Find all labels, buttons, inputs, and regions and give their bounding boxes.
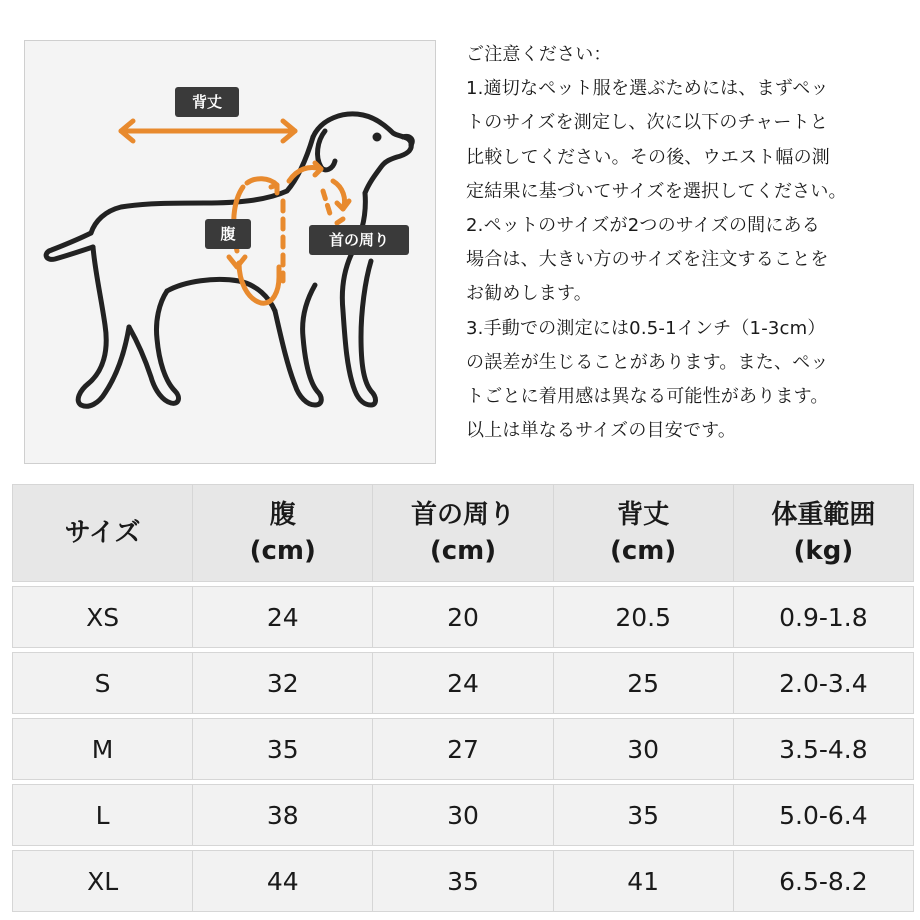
cell-neck: 30 <box>373 785 553 846</box>
table-header-row <box>13 485 914 582</box>
label-back-length <box>175 87 239 117</box>
cell-back-length: 35 <box>553 785 733 846</box>
measurement-arrows <box>121 121 349 303</box>
header-belly-unit: (cm) <box>249 536 316 566</box>
header-size <box>13 485 193 582</box>
table-row <box>13 587 914 648</box>
cell-neck: 20 <box>373 587 553 648</box>
dog-illustration <box>25 41 437 465</box>
notes-line: トごとに着用感は異なる可能性があります。 <box>466 386 829 408</box>
cell-weight: 6.5-8.2 <box>733 851 913 912</box>
header-weight-label: 体重範囲 <box>771 500 876 530</box>
notes-section <box>466 38 918 448</box>
notes-line: 定結果に基づいてサイズを選択してください。 <box>466 180 847 202</box>
cell-weight: 0.9-1.8 <box>733 587 913 648</box>
table-row <box>13 653 914 714</box>
cell-belly: 32 <box>193 653 373 714</box>
notes-line: 以上は単なるサイズの目安です。 <box>466 420 737 442</box>
notes-line: ご注意ください： <box>466 44 612 65</box>
notes-line: 場合は、大きい方のサイズを注文することを <box>466 249 829 271</box>
notes-line: お勧めします。 <box>466 283 592 305</box>
cell-weight: 2.0-3.4 <box>733 653 913 714</box>
cell-weight: 3.5-4.8 <box>733 719 913 780</box>
cell-back-length: 30 <box>553 719 733 780</box>
cell-belly: 38 <box>193 785 373 846</box>
cell-neck: 35 <box>373 851 553 912</box>
header-weight <box>733 485 913 582</box>
header-neck-unit: (cm) <box>429 536 497 566</box>
header-back-length-label: 背丈 <box>617 500 670 530</box>
notes-line: の誤差が生じることがあります。また、ペッ <box>466 351 829 373</box>
header-size-label: サイズ <box>64 518 141 548</box>
cell-back-length: 20.5 <box>553 587 733 648</box>
cell-weight: 5.0-6.4 <box>733 785 913 846</box>
cell-neck: 27 <box>373 719 553 780</box>
cell-belly: 44 <box>193 851 373 912</box>
header-weight-unit: (kg) <box>793 536 854 566</box>
header-neck <box>373 485 553 582</box>
cell-size: S <box>13 653 193 714</box>
notes-line: 2.ペットのサイズが2つのサイズの間にある <box>466 215 820 237</box>
notes-line: 3.手動での測定には0.5-1インチ（1-3cm） <box>466 317 826 339</box>
table-row <box>13 719 914 780</box>
cell-size: XL <box>13 851 193 912</box>
label-belly-text: 腹 <box>220 225 236 243</box>
cell-neck: 24 <box>373 653 553 714</box>
cell-back-length: 41 <box>553 851 733 912</box>
header-neck-label: 首の周り <box>410 500 515 530</box>
label-neck-text: 首の周り <box>328 231 390 249</box>
header-belly-label: 腹 <box>269 500 296 530</box>
label-back-length-text: 背丈 <box>191 93 223 111</box>
header-back-length-unit: (cm) <box>610 536 677 566</box>
cell-belly: 24 <box>193 587 373 648</box>
header-back-length <box>553 485 733 582</box>
label-belly <box>205 219 251 249</box>
cell-belly: 35 <box>193 719 373 780</box>
size-chart-table <box>12 484 914 912</box>
label-neck <box>309 225 409 255</box>
cell-size: M <box>13 719 193 780</box>
cell-size: L <box>13 785 193 846</box>
notes-line: トのサイズを測定し、次に以下のチャートと <box>466 112 829 134</box>
table-row <box>13 785 914 846</box>
header-belly <box>193 485 373 582</box>
notes-line: 1.適切なペット服を選ぶためには、まずペッ <box>466 78 829 100</box>
measurement-diagram <box>24 40 436 464</box>
table-row <box>13 851 914 912</box>
cell-back-length: 25 <box>553 653 733 714</box>
cell-size: XS <box>13 587 193 648</box>
notes-line: 比較してください。その後、ウエスト幅の測 <box>466 146 830 168</box>
